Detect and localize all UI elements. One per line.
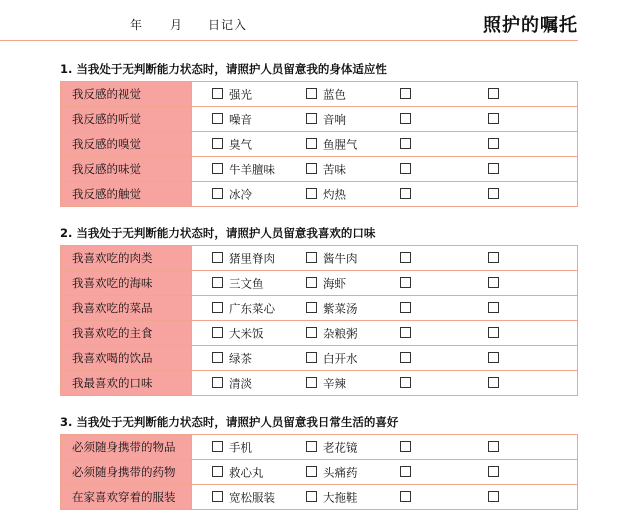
option-label: 三文鱼 — [229, 276, 264, 291]
checkbox-option[interactable] — [212, 137, 252, 151]
checkbox-option[interactable] — [400, 326, 417, 340]
category-label: 必须随身携带的物品 — [61, 435, 192, 460]
checkbox-icon[interactable] — [488, 188, 499, 199]
day-label: 日记入 — [208, 18, 248, 32]
category-label: 必须随身携带的药物 — [61, 460, 192, 485]
category-label: 我反感的嗅觉 — [61, 132, 192, 157]
preference-table-1 — [60, 81, 578, 207]
checkbox-icon[interactable] — [212, 138, 223, 149]
option-label: 臭气 — [229, 137, 252, 152]
checkbox-icon[interactable] — [400, 491, 411, 502]
checkbox-icon[interactable] — [306, 466, 317, 477]
checkbox-icon[interactable] — [488, 138, 499, 149]
option-label: 广东菜心 — [229, 301, 275, 316]
checkbox-icon[interactable] — [488, 113, 499, 124]
checkbox-icon[interactable] — [306, 377, 317, 388]
category-label: 我喜欢吃的肉类 — [61, 246, 192, 271]
category-label: 在家喜欢穿着的服装 — [61, 485, 192, 510]
option-label: 鱼腥气 — [323, 137, 358, 152]
checkbox-icon[interactable] — [400, 377, 411, 388]
option-label: 白开水 — [323, 351, 358, 366]
checkbox-icon[interactable] — [212, 252, 223, 263]
checkbox-icon[interactable] — [212, 466, 223, 477]
checkbox-option[interactable] — [400, 251, 417, 265]
checkbox-option[interactable] — [488, 162, 505, 176]
checkbox-option[interactable] — [488, 326, 505, 340]
checkbox-option[interactable] — [400, 112, 417, 126]
table-row — [61, 82, 578, 107]
table-row — [61, 246, 578, 271]
checkbox-option[interactable] — [400, 376, 417, 390]
option-label: 蓝色 — [323, 87, 346, 102]
category-label: 我喜欢喝的饮品 — [61, 346, 192, 371]
checkbox-option[interactable] — [306, 301, 358, 315]
checkbox-option[interactable] — [488, 301, 505, 315]
options-cell — [192, 485, 578, 510]
category-label: 我最喜欢的口味 — [61, 371, 192, 396]
checkbox-icon[interactable] — [488, 302, 499, 313]
checkbox-icon[interactable] — [488, 277, 499, 288]
checkbox-icon[interactable] — [212, 277, 223, 288]
checkbox-option[interactable] — [400, 162, 417, 176]
options-cell — [192, 107, 578, 132]
checkbox-option[interactable] — [306, 187, 346, 201]
checkbox-option[interactable] — [400, 87, 417, 101]
table-row — [61, 296, 578, 321]
option-label: 清淡 — [229, 376, 252, 391]
checkbox-option[interactable] — [212, 440, 252, 454]
options-cell — [192, 271, 578, 296]
checkbox-icon[interactable] — [306, 163, 317, 174]
option-label: 手机 — [229, 440, 252, 455]
option-label: 强光 — [229, 87, 252, 102]
checkbox-icon[interactable] — [488, 352, 499, 363]
checkbox-option[interactable] — [306, 376, 346, 390]
checkbox-option[interactable] — [306, 276, 346, 290]
checkbox-option[interactable] — [400, 351, 417, 365]
checkbox-option[interactable] — [488, 187, 505, 201]
section-title-2: 2. 当我处于无判断能力状态时，请照护人员留意我喜欢的口味 — [60, 226, 376, 240]
checkbox-icon[interactable] — [488, 377, 499, 388]
checkbox-option[interactable] — [488, 137, 505, 151]
option-label: 噪音 — [229, 112, 252, 127]
page-header — [0, 0, 578, 41]
checkbox-icon[interactable] — [306, 88, 317, 99]
checkbox-option[interactable] — [212, 87, 252, 101]
checkbox-option[interactable] — [306, 137, 358, 151]
category-label: 我反感的视觉 — [61, 82, 192, 107]
checkbox-icon[interactable] — [400, 302, 411, 313]
options-cell — [192, 132, 578, 157]
table-row — [61, 132, 578, 157]
option-label: 绿茶 — [229, 351, 252, 366]
table-row — [61, 271, 578, 296]
checkbox-option[interactable] — [488, 465, 505, 479]
options-cell — [192, 435, 578, 460]
options-cell — [192, 246, 578, 271]
checkbox-icon[interactable] — [212, 441, 223, 452]
checkbox-icon[interactable] — [400, 138, 411, 149]
checkbox-option[interactable] — [212, 112, 252, 126]
checkbox-option[interactable] — [488, 351, 505, 365]
table-row — [61, 321, 578, 346]
table-row — [61, 157, 578, 182]
preference-table-2 — [60, 245, 578, 396]
checkbox-icon[interactable] — [488, 88, 499, 99]
options-cell — [192, 346, 578, 371]
checkbox-option[interactable] — [306, 112, 346, 126]
checkbox-option[interactable] — [212, 251, 275, 265]
option-label: 救心丸 — [229, 465, 264, 480]
checkbox-option[interactable] — [306, 440, 358, 454]
checkbox-option[interactable] — [488, 490, 505, 504]
month-label: 月 — [170, 18, 184, 32]
options-cell — [192, 82, 578, 107]
category-label: 我反感的触觉 — [61, 182, 192, 207]
options-cell — [192, 157, 578, 182]
option-label: 头痛药 — [323, 465, 358, 480]
checkbox-icon[interactable] — [488, 441, 499, 452]
checkbox-icon[interactable] — [212, 491, 223, 502]
options-cell — [192, 371, 578, 396]
checkbox-icon[interactable] — [488, 491, 499, 502]
checkbox-option[interactable] — [488, 87, 505, 101]
checkbox-icon[interactable] — [400, 252, 411, 263]
option-label: 苦味 — [323, 162, 346, 177]
checkbox-icon[interactable] — [306, 491, 317, 502]
checkbox-icon[interactable] — [306, 441, 317, 452]
section-title-3: 3. 当我处于无判断能力状态时，请照护人员留意我日常生活的喜好 — [60, 415, 399, 429]
checkbox-icon[interactable] — [400, 441, 411, 452]
checkbox-option[interactable] — [488, 376, 505, 390]
option-label: 紫菜汤 — [323, 301, 358, 316]
checkbox-option[interactable] — [488, 251, 505, 265]
checkbox-option[interactable] — [212, 376, 252, 390]
table-row — [61, 346, 578, 371]
checkbox-option[interactable] — [400, 440, 417, 454]
category-label: 我喜欢吃的主食 — [61, 321, 192, 346]
checkbox-icon[interactable] — [400, 88, 411, 99]
section-title-1: 1. 当我处于无判断能力状态时，请照护人员留意我的身体适应性 — [60, 62, 387, 76]
checkbox-option[interactable] — [306, 326, 358, 340]
checkbox-option[interactable] — [212, 490, 275, 504]
checkbox-option[interactable] — [212, 162, 275, 176]
checkbox-option[interactable] — [400, 465, 417, 479]
checkbox-option[interactable] — [400, 137, 417, 151]
checkbox-option[interactable] — [306, 87, 346, 101]
checkbox-icon[interactable] — [306, 138, 317, 149]
option-label: 酱牛肉 — [323, 251, 358, 266]
checkbox-icon[interactable] — [400, 163, 411, 174]
checkbox-icon[interactable] — [212, 352, 223, 363]
table-row — [61, 460, 578, 485]
checkbox-icon[interactable] — [306, 327, 317, 338]
options-cell — [192, 321, 578, 346]
option-label: 辛辣 — [323, 376, 346, 391]
option-label: 音响 — [323, 112, 346, 127]
option-label: 海虾 — [323, 276, 346, 291]
checkbox-icon[interactable] — [488, 252, 499, 263]
table-row — [61, 485, 578, 510]
category-label: 我喜欢吃的菜品 — [61, 296, 192, 321]
checkbox-icon[interactable] — [400, 466, 411, 477]
checkbox-icon[interactable] — [306, 113, 317, 124]
checkbox-icon[interactable] — [306, 352, 317, 363]
option-label: 宽松服装 — [229, 490, 275, 505]
checkbox-option[interactable] — [306, 490, 358, 504]
option-label: 猪里脊肉 — [229, 251, 275, 266]
checkbox-icon[interactable] — [212, 88, 223, 99]
checkbox-option[interactable] — [306, 251, 358, 265]
options-cell — [192, 296, 578, 321]
table-row — [61, 435, 578, 460]
checkbox-option[interactable] — [488, 440, 505, 454]
option-label: 牛羊膻味 — [229, 162, 275, 177]
checkbox-option[interactable] — [306, 162, 346, 176]
category-label: 我反感的味觉 — [61, 157, 192, 182]
checkbox-icon[interactable] — [400, 113, 411, 124]
checkbox-icon[interactable] — [306, 252, 317, 263]
checkbox-icon[interactable] — [306, 302, 317, 313]
checkbox-icon[interactable] — [212, 377, 223, 388]
year-label: 年 — [130, 18, 144, 32]
checkbox-icon[interactable] — [212, 113, 223, 124]
table-row — [61, 371, 578, 396]
document-title: 照护的嘱托 — [483, 15, 578, 36]
checkbox-icon[interactable] — [212, 163, 223, 174]
checkbox-option[interactable] — [400, 187, 417, 201]
checkbox-option[interactable] — [400, 301, 417, 315]
checkbox-option[interactable] — [306, 465, 358, 479]
checkbox-option[interactable] — [400, 276, 417, 290]
checkbox-option[interactable] — [488, 276, 505, 290]
checkbox-icon[interactable] — [488, 327, 499, 338]
checkbox-icon[interactable] — [400, 277, 411, 288]
checkbox-icon[interactable] — [488, 466, 499, 477]
checkbox-icon[interactable] — [212, 327, 223, 338]
option-label: 老花镜 — [323, 440, 358, 455]
table-row — [61, 182, 578, 207]
option-label: 灼热 — [323, 187, 346, 202]
category-label: 我反感的听觉 — [61, 107, 192, 132]
checkbox-option[interactable] — [488, 112, 505, 126]
category-label: 我喜欢吃的海味 — [61, 271, 192, 296]
checkbox-option[interactable] — [212, 276, 264, 290]
options-cell — [192, 460, 578, 485]
checkbox-icon[interactable] — [306, 277, 317, 288]
options-cell — [192, 182, 578, 207]
checkbox-icon[interactable] — [212, 188, 223, 199]
checkbox-icon[interactable] — [400, 352, 411, 363]
checkbox-option[interactable] — [212, 351, 252, 365]
checkbox-icon[interactable] — [400, 188, 411, 199]
checkbox-option[interactable] — [212, 465, 264, 479]
checkbox-icon[interactable] — [212, 302, 223, 313]
preference-table-3 — [60, 434, 578, 510]
checkbox-option[interactable] — [212, 187, 252, 201]
option-label: 大拖鞋 — [323, 490, 358, 505]
checkbox-icon[interactable] — [400, 327, 411, 338]
option-label: 冰冷 — [229, 187, 252, 202]
table-row — [61, 107, 578, 132]
option-label: 杂粮粥 — [323, 326, 358, 341]
checkbox-option[interactable] — [212, 326, 264, 340]
checkbox-icon[interactable] — [306, 188, 317, 199]
checkbox-option[interactable] — [400, 490, 417, 504]
checkbox-option[interactable] — [306, 351, 358, 365]
checkbox-icon[interactable] — [488, 163, 499, 174]
checkbox-option[interactable] — [212, 301, 275, 315]
option-label: 大米饭 — [229, 326, 264, 341]
